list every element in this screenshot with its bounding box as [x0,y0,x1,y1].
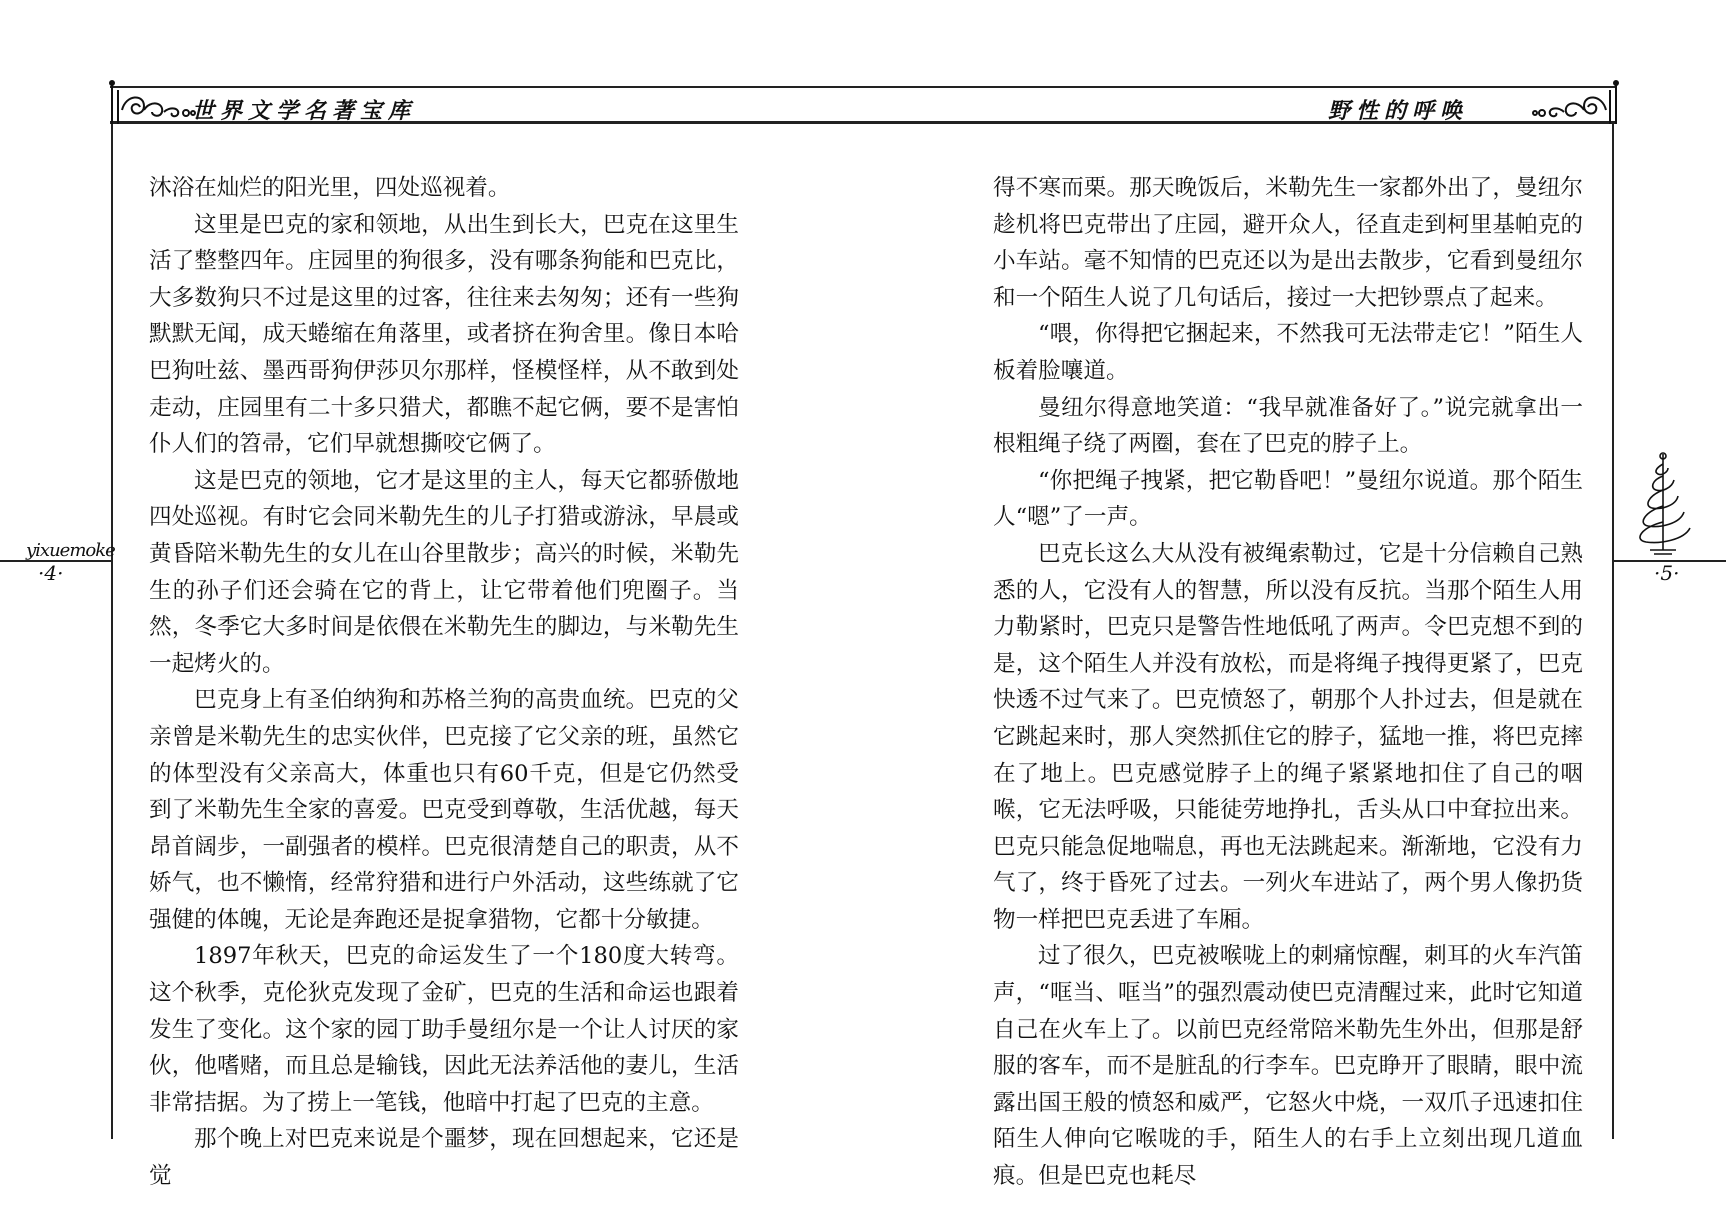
left-paragraph: 这是巴克的领地，它才是这里的主人，每天它都骄傲地四处巡视。有时它会同米勒先生的儿子打猎或游泳，早晨或黄昏陪米勒先生的女儿在山谷里散步；高兴的时候，米勒先生的孙子们还会骑在它的背上，让它带着他们兜圈子。当然，冬季它大多时间是依偎在米勒先生的脚边，与米勒先生一起烤火的。 [149,467,739,677]
left-header-flourish [108,80,196,126]
right-margin-line [1612,124,1614,1139]
left-paragraph: 这里是巴克的家和领地，从出生到长大，巴克在这里生活了整整四年。庄园里的狗很多，没有哪条狗能和巴克比，大多数狗只不过是这里的过客，往往来去匆匆；还有一些狗默默无闻，成天蜷缩在角落里，或者挤在狗舍里。像日本哈巴狗吐兹、墨西哥狗伊莎贝尔那样，怪模怪样，从不敢到处走动，庄园里有二十多只猎犬，都瞧不起它俩，要不是害怕仆人们的笤帚，它们早就想撕咬它俩了。 [149,211,739,458]
left-paragraph: 那个晚上对巴克来说是个噩梦，现在回想起来，它还是觉 [149,1126,739,1190]
left-page-body [149,170,739,1195]
right-paragraph: 曼纽尔得意地笑道：“我早就准备好了。”说完就拿出一根粗绳子绕了两圈，套在了巴克的脖子上。 [993,394,1583,458]
right-folio: ·5· [1654,561,1680,585]
left-paragraph: 巴克身上有圣伯纳狗和苏格兰狗的高贵血统。巴克的父亲曾是米勒先生的忠实伙伴，巴克接了它父亲的班，虽然它的体型没有父亲高大，体重也只有60千克，但是它仍然受到了米勒先生全家的喜爱。巴克受到尊敬，生活优越，每天昂首阔步，一副强者的模样。巴克很清楚自己的职责，从不娇气，也不懒惰，经常狩猎和进行户外活动，这些练就了它强健的体魄，无论是奔跑还是捉拿猎物，它都十分敏捷。 [149,687,739,933]
book-title: 野性的呼唤 [1327,98,1468,124]
right-paragraph: “喂，你得把它捆起来，不然我可无法带走它！”陌生人板着脸嚷道。 [993,321,1583,384]
right-paragraph: “你把绳子拽紧，把它勒昏吧！”曼纽尔说道。那个陌生人“嗯”了一声。 [993,467,1583,531]
tree-ornament [1628,450,1698,558]
left-margin-line [111,124,113,1139]
right-paragraph: 巴克长这么大从没有被绳索勒过，它是十分信赖自己熟悉的人，它没有人的智慧，所以没有反抗。当那个陌生人用力勒紧时，巴克只是警告性地低吼了两声。令巴克想不到的是，这个陌生人并没有放松，而是将绳子拽得更紧了，巴克快透不过气来了。巴克愤怒了，朝那个人扑过去，但是就在它跳起来时，那人突然抓住它的脖子，猛地一推，将巴克摔在了地上。巴克感觉脖子上的绳子紧紧地扣住了自己的咽喉，它无法呼吸，只能徒劳地挣扎，舌头从口中耷拉出来。巴克只能急促地喘息，再也无法跳起来。渐渐地，它没有力气了，终于昏死了过去。一列火车进站了，两个男人像扔货物一样把巴克丢进了车厢。 [993,540,1583,933]
left-paragraph: 1897年秋天，巴克的命运发生了一个180度大转弯。这个秋季，克伦狄克发现了金矿，巴克的生活和命运也跟着发生了变化。这个家的园丁助手曼纽尔是一个让人讨厌的家伙，他嗜赌，而且总是输钱，因此无法养活他的妻儿，生活非常拮据。为了捞上一笔钱，他暗中打起了巴克的主意。 [149,943,739,1116]
series-title: 世界文学名著宝库 [192,98,417,124]
right-paragraph: 过了很久，巴克被喉咙上的刺痛惊醒，刺耳的火车汽笛声，“哐当、哐当”的强烈震动使巴克清醒过来，此时它知道自己在火车上了。以前巴克经常陪米勒先生外出，但那是舒服的客车，而不是脏乱的行李车。巴克睁开了眼睛，眼中流露出国王般的愤怒和威严，它怒火中烧，一双爪子迅速扣住陌生人伸向它喉咙的手，陌生人的右手上立刻出现几道血痕。但是巴克也耗尽 [993,943,1583,1190]
right-page-body [993,170,1583,1195]
left-paragraph: 沐浴在灿烂的阳光里，四处巡视着。 [149,175,511,201]
margin-signature: yixuemoke [26,540,115,561]
left-folio: ·4· [38,561,64,585]
right-paragraph: 得不寒而栗。那天晚饭后，米勒先生一家都外出了，曼纽尔趁机将巴克带出了庄园，避开众人，径直走到柯里基帕克的小车站。毫不知情的巴克还以为是出去散步，它看到曼纽尔和一个陌生人说了几句话后，接过一大把钞票点了起来。 [993,175,1583,311]
header-rule-top [110,86,1616,88]
right-header-flourish [1532,80,1620,126]
